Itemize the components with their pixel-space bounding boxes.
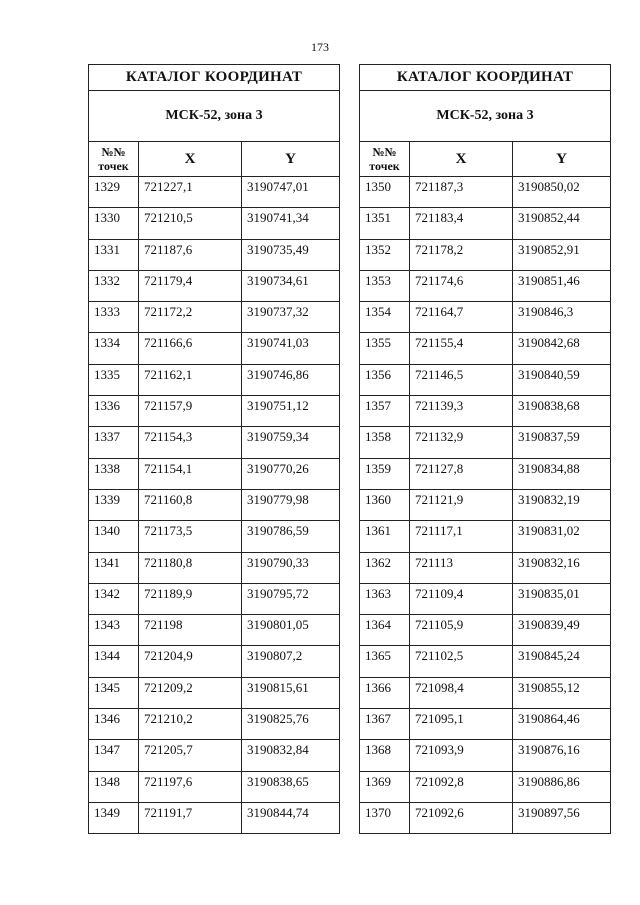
x-coordinate-cell: 721102,5 [410,646,513,677]
x-coordinate-cell: 721189,9 [139,583,242,614]
x-coordinate-cell: 721146,5 [410,364,513,395]
y-coordinate-cell: 3190741,34 [242,208,340,239]
table-row [89,427,340,458]
point-number-cell: 1344 [89,646,139,677]
point-number-cell: 1335 [89,364,139,395]
column-header-x: X [139,142,242,177]
point-number-cell: 1364 [360,615,410,646]
y-coordinate-cell: 3190801,05 [242,615,340,646]
y-coordinate-cell: 3190838,65 [242,771,340,802]
y-coordinate-cell: 3190852,91 [513,239,611,270]
table-row [360,646,611,677]
table-row [89,521,340,552]
x-coordinate-cell: 721098,4 [410,677,513,708]
point-number-label-line1: №№ [372,145,397,159]
point-number-cell: 1339 [89,489,139,520]
y-coordinate-cell: 3190835,01 [513,583,611,614]
x-coordinate-cell: 721127,8 [410,458,513,489]
point-number-label-line2: точек [98,159,129,173]
point-number-cell: 1359 [360,458,410,489]
point-number-cell: 1338 [89,458,139,489]
point-number-cell: 1355 [360,333,410,364]
x-coordinate-cell: 721092,8 [410,771,513,802]
point-number-cell: 1336 [89,396,139,427]
table-row [89,646,340,677]
point-number-cell: 1346 [89,709,139,740]
point-number-cell: 1334 [89,333,139,364]
x-coordinate-cell: 721179,4 [139,270,242,301]
point-number-cell: 1333 [89,302,139,333]
point-number-cell: 1370 [360,802,410,833]
point-number-cell: 1351 [360,208,410,239]
column-header-y: Y [513,142,611,177]
column-header-point-number [360,142,410,177]
point-number-cell: 1341 [89,552,139,583]
y-coordinate-cell: 3190837,59 [513,427,611,458]
point-number-cell: 1356 [360,364,410,395]
table-row [89,583,340,614]
table-row [360,427,611,458]
y-coordinate-cell: 3190876,16 [513,740,611,771]
table-row [360,333,611,364]
y-coordinate-cell: 3190807,2 [242,646,340,677]
catalog-subtitle: МСК-52, зона 3 [89,91,340,142]
x-coordinate-cell: 721154,3 [139,427,242,458]
y-coordinate-cell: 3190786,59 [242,521,340,552]
y-coordinate-cell: 3190734,61 [242,270,340,301]
x-coordinate-cell: 721139,3 [410,396,513,427]
point-number-cell: 1343 [89,615,139,646]
coordinate-catalog-right [359,64,611,834]
point-number-cell: 1345 [89,677,139,708]
table-row [89,740,340,771]
catalog-title: КАТАЛОГ КООРДИНАТ [360,65,611,91]
y-coordinate-cell: 3190845,24 [513,646,611,677]
y-coordinate-cell: 3190746,86 [242,364,340,395]
x-coordinate-cell: 721204,9 [139,646,242,677]
point-number-cell: 1354 [360,302,410,333]
y-coordinate-cell: 3190790,33 [242,552,340,583]
table-row [89,177,340,208]
table-row [360,677,611,708]
x-coordinate-cell: 721205,7 [139,740,242,771]
point-number-cell: 1332 [89,270,139,301]
y-coordinate-cell: 3190832,16 [513,552,611,583]
point-number-cell: 1350 [360,177,410,208]
y-coordinate-cell: 3190825,76 [242,709,340,740]
y-coordinate-cell: 3190850,02 [513,177,611,208]
table-row [89,771,340,802]
table-row [89,615,340,646]
table-row [89,458,340,489]
x-coordinate-cell: 721183,4 [410,208,513,239]
point-number-cell: 1348 [89,771,139,802]
x-coordinate-cell: 721095,1 [410,709,513,740]
column-header-point-number [89,142,139,177]
x-coordinate-cell: 721109,4 [410,583,513,614]
x-coordinate-cell: 721198 [139,615,242,646]
table-row [360,771,611,802]
table-row [89,489,340,520]
point-number-cell: 1366 [360,677,410,708]
point-number-cell: 1353 [360,270,410,301]
x-coordinate-cell: 721166,6 [139,333,242,364]
x-coordinate-cell: 721172,2 [139,302,242,333]
y-coordinate-cell: 3190851,46 [513,270,611,301]
catalog-subtitle: МСК-52, зона 3 [360,91,611,142]
y-coordinate-cell: 3190838,68 [513,396,611,427]
table-row [360,396,611,427]
page-number: 173 [311,40,329,54]
x-coordinate-cell: 721164,7 [410,302,513,333]
point-number-cell: 1360 [360,489,410,520]
table-row [360,552,611,583]
x-coordinate-cell: 721227,1 [139,177,242,208]
x-coordinate-cell: 721155,4 [410,333,513,364]
x-coordinate-cell: 721092,6 [410,802,513,833]
point-number-cell: 1367 [360,709,410,740]
point-number-cell: 1357 [360,396,410,427]
y-coordinate-cell: 3190886,86 [513,771,611,802]
y-coordinate-cell: 3190737,32 [242,302,340,333]
table-row [360,740,611,771]
y-coordinate-cell: 3190741,03 [242,333,340,364]
x-coordinate-cell: 721121,9 [410,489,513,520]
y-coordinate-cell: 3190864,46 [513,709,611,740]
table-row [360,364,611,395]
table-row [360,239,611,270]
point-number-cell: 1340 [89,521,139,552]
table-row [89,677,340,708]
y-coordinate-cell: 3190795,72 [242,583,340,614]
table-row [360,521,611,552]
x-coordinate-cell: 721162,1 [139,364,242,395]
point-number-cell: 1369 [360,771,410,802]
table-row [360,177,611,208]
y-coordinate-cell: 3190831,02 [513,521,611,552]
x-coordinate-cell: 721093,9 [410,740,513,771]
y-coordinate-cell: 3190852,44 [513,208,611,239]
point-number-cell: 1358 [360,427,410,458]
table-row [89,333,340,364]
x-coordinate-cell: 721209,2 [139,677,242,708]
x-coordinate-cell: 721105,9 [410,615,513,646]
x-coordinate-cell: 721210,2 [139,709,242,740]
table-row [89,239,340,270]
table-row [360,583,611,614]
x-coordinate-cell: 721157,9 [139,396,242,427]
catalog-body [89,177,340,834]
point-number-cell: 1331 [89,239,139,270]
x-coordinate-cell: 721187,3 [410,177,513,208]
table-row [89,302,340,333]
table-row [89,208,340,239]
y-coordinate-cell: 3190855,12 [513,677,611,708]
y-coordinate-cell: 3190735,49 [242,239,340,270]
table-row [89,802,340,833]
y-coordinate-cell: 3190842,68 [513,333,611,364]
y-coordinate-cell: 3190747,01 [242,177,340,208]
x-coordinate-cell: 721173,5 [139,521,242,552]
table-row [360,615,611,646]
x-coordinate-cell: 721210,5 [139,208,242,239]
y-coordinate-cell: 3190751,12 [242,396,340,427]
table-row [360,489,611,520]
table-row [89,396,340,427]
x-coordinate-cell: 721113 [410,552,513,583]
point-number-cell: 1329 [89,177,139,208]
catalog-title: КАТАЛОГ КООРДИНАТ [89,65,340,91]
x-coordinate-cell: 721154,1 [139,458,242,489]
point-number-cell: 1361 [360,521,410,552]
y-coordinate-cell: 3190844,74 [242,802,340,833]
x-coordinate-cell: 721132,9 [410,427,513,458]
point-number-cell: 1330 [89,208,139,239]
x-coordinate-cell: 721117,1 [410,521,513,552]
x-coordinate-cell: 721197,6 [139,771,242,802]
x-coordinate-cell: 721187,6 [139,239,242,270]
y-coordinate-cell: 3190897,56 [513,802,611,833]
y-coordinate-cell: 3190759,34 [242,427,340,458]
y-coordinate-cell: 3190840,59 [513,364,611,395]
x-coordinate-cell: 721174,6 [410,270,513,301]
coordinate-catalog-left [88,64,340,834]
y-coordinate-cell: 3190815,61 [242,677,340,708]
table-row [360,270,611,301]
table-row [89,709,340,740]
y-coordinate-cell: 3190770,26 [242,458,340,489]
table-row [360,709,611,740]
column-header-y: Y [242,142,340,177]
point-number-cell: 1362 [360,552,410,583]
point-number-cell: 1363 [360,583,410,614]
point-number-cell: 1368 [360,740,410,771]
table-row [360,458,611,489]
point-number-cell: 1365 [360,646,410,677]
table-row [89,552,340,583]
point-number-cell: 1349 [89,802,139,833]
table-row [89,364,340,395]
catalog-body [360,177,611,834]
point-number-cell: 1342 [89,583,139,614]
x-coordinate-cell: 721191,7 [139,802,242,833]
y-coordinate-cell: 3190834,88 [513,458,611,489]
y-coordinate-cell: 3190832,84 [242,740,340,771]
y-coordinate-cell: 3190779,98 [242,489,340,520]
y-coordinate-cell: 3190832,19 [513,489,611,520]
point-number-cell: 1337 [89,427,139,458]
y-coordinate-cell: 3190839,49 [513,615,611,646]
x-coordinate-cell: 721160,8 [139,489,242,520]
table-row [360,802,611,833]
column-header-x: X [410,142,513,177]
point-number-label-line2: точек [369,159,400,173]
x-coordinate-cell: 721178,2 [410,239,513,270]
table-row [89,270,340,301]
x-coordinate-cell: 721180,8 [139,552,242,583]
table-row [360,302,611,333]
point-number-label-line1: №№ [101,145,126,159]
point-number-cell: 1347 [89,740,139,771]
y-coordinate-cell: 3190846,3 [513,302,611,333]
table-row [360,208,611,239]
point-number-cell: 1352 [360,239,410,270]
